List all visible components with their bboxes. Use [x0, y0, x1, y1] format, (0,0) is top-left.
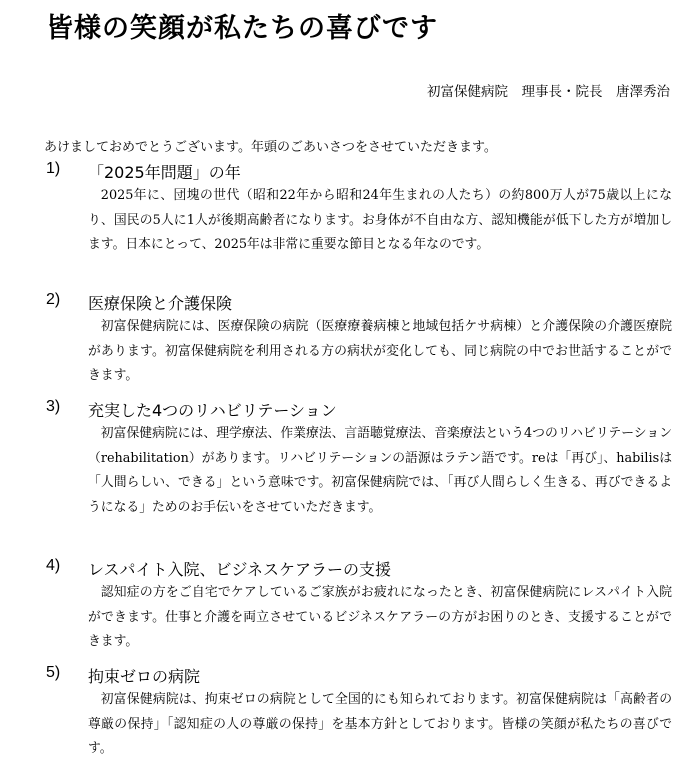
section-number: 1): [46, 160, 61, 177]
section-insurance: [0, 291, 700, 389]
section-body: 2025年に、団塊の世代（昭和22年から昭和24年生まれの人たち）の約800万人が75歳以上になり、国民の5人に1人が後期高齢者になります。お身体が不自由な方、認知機能が低下した方が増加します。日本にとって、2025年は非常に重要な節目となる年なのです。: [88, 188, 672, 252]
intro-text: あけましておめでとうございます。年頭のごあいさつをさせていただきます。: [44, 140, 497, 155]
author-line: 初富保健病院 理事長・院長 唐澤秀治: [427, 84, 670, 100]
section-title: 拘束ゼロの病院: [88, 667, 201, 686]
section-body: 初富保健病院は、拘束ゼロの病院として全国的にも知られております。初富保健病院は「高齢者の尊厳の保持」「認知症の人の尊厳の保持」を基本方針としております。皆様の笑顔が私たちの喜びです。: [88, 692, 672, 756]
section-number: 3): [46, 398, 61, 415]
section-body: 初富保健病院には、理学療法、作業療法、言語聴覚療法、音楽療法という4つのリハビリテーション（rehabilitation）があります。リハビリテーションの語源はラテン語です。reは「再び」、habilisは「人間らしい、できる」という意味です。初富保健病院では、「再び人間らしく生きる、再びできるようになる」ためのお手伝いをさせていただきます。: [88, 426, 672, 515]
section-heading: [0, 664, 700, 688]
section-2025-problem: [0, 160, 700, 258]
section-heading: [0, 557, 700, 581]
section-number: 5): [46, 664, 61, 681]
section-title: 医療保険と介護保険: [88, 294, 233, 313]
section-heading: [0, 291, 700, 315]
section-respite-care: [0, 557, 700, 655]
section-zero-restraint: [0, 664, 700, 762]
section-body: 認知症の方をご自宅でケアしているご家族がお疲れになったとき、初富保健病院にレスパイト入院ができます。仕事と介護を両立させているビジネスケアラーの方がお困りのとき、支援することができます。: [88, 585, 672, 649]
section-heading: [0, 398, 700, 422]
section-heading: [0, 160, 700, 184]
section-rehabilitation: [0, 398, 700, 520]
section-number: 4): [46, 557, 61, 574]
section-title: 「2025年問題」の年: [88, 163, 241, 182]
section-body: 初富保健病院には、医療保険の病院（医療療養病棟と地域包括ケサ病棟）と介護保険の介護医療院があります。初富保健病院を利用される方の病状が変化しても、同じ病院の中でお世話することができます。: [88, 319, 673, 383]
section-number: 2): [46, 291, 61, 308]
section-title: 充実した4つのリハビリテーション: [88, 401, 337, 420]
page-title: 皆様の笑顔が私たちの喜びです: [46, 13, 438, 44]
section-title: レスパイト入院、ビジネスケアラーの支援: [88, 560, 392, 579]
